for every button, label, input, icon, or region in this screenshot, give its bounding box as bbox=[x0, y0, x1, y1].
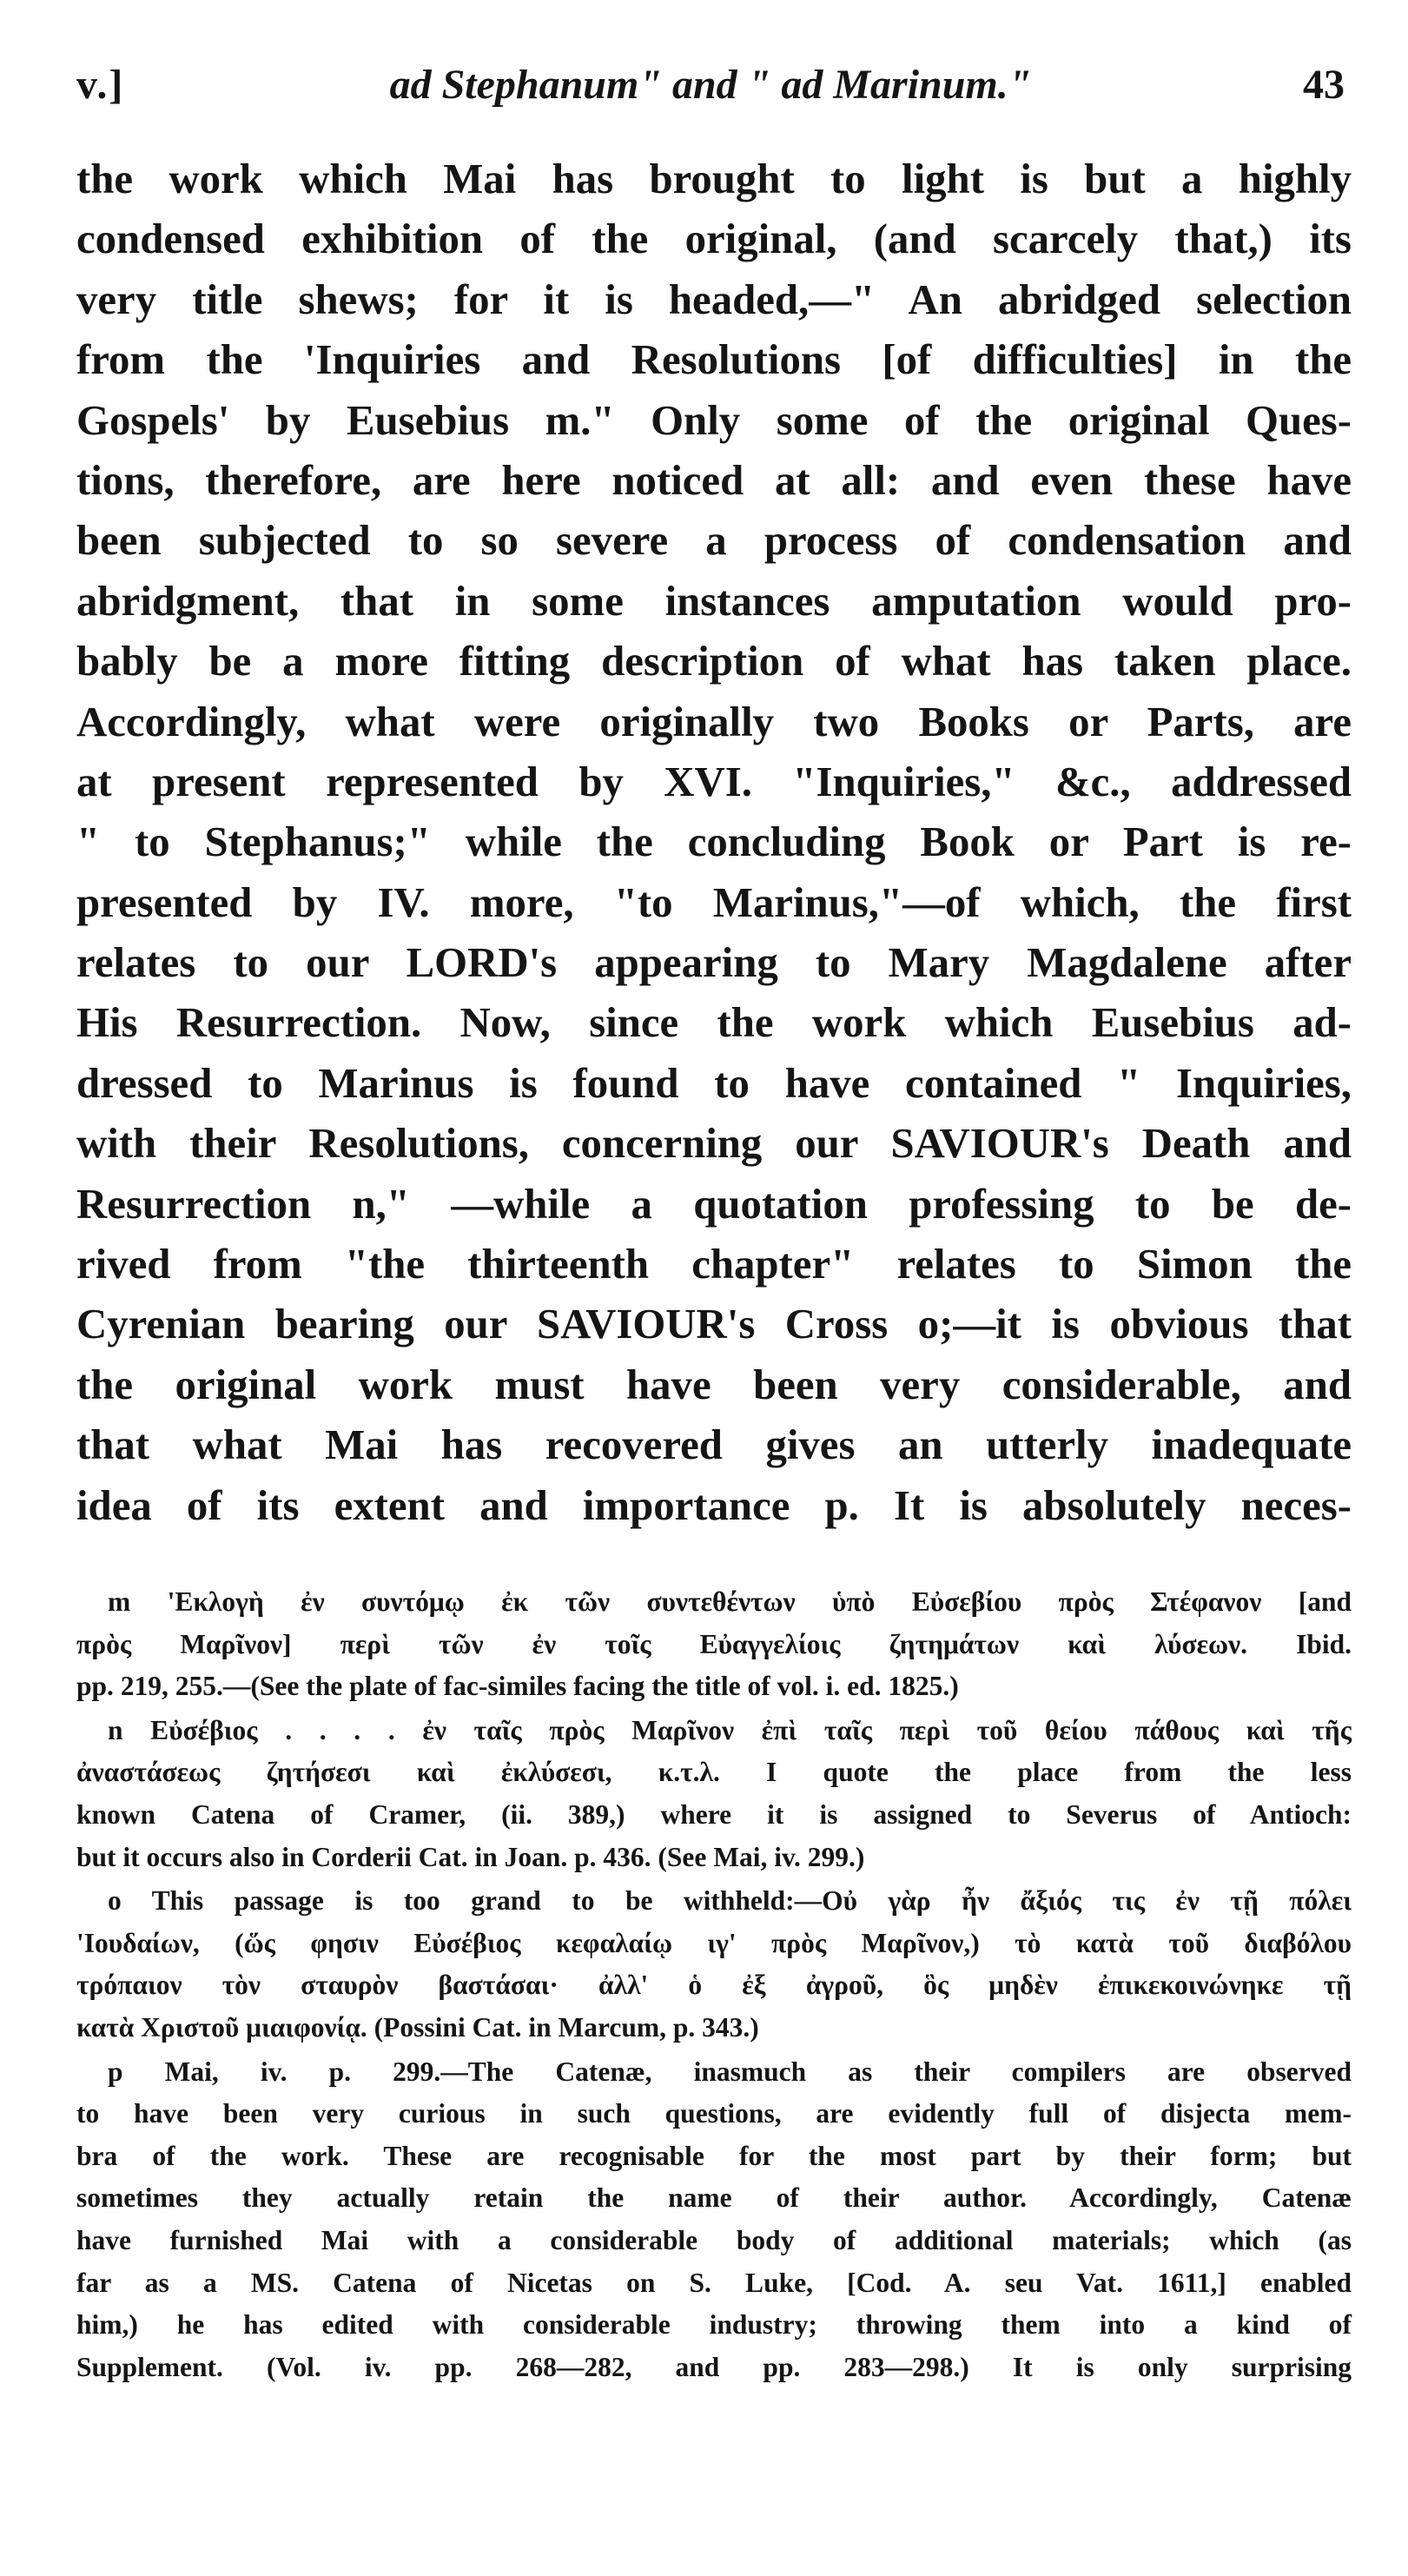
footnote-line: sometimes they actually retain the name of their author. Accordingly, Catenæ bbox=[76, 2182, 1352, 2214]
text-line: presented by IV. more, "to Marinus,"—of which, the first bbox=[76, 878, 1352, 926]
text-line: relates to our LORD's appearing to Mary Magdalene after bbox=[76, 939, 1352, 987]
text-line: abridgment, that in some instances amputation would pro- bbox=[76, 577, 1352, 625]
running-header bbox=[76, 61, 1345, 122]
text-line: His Resurrection. Now, since the work which Eusebius ad- bbox=[76, 999, 1352, 1047]
footnote-line: Supplement. (Vol. iv. pp. 268—282, and pp. 283—298.) It is only surprising bbox=[76, 2351, 1352, 2382]
text-line: bably be a more fitting description of what has taken place. bbox=[76, 638, 1352, 685]
footnote-m bbox=[76, 1581, 1352, 1708]
footnote-p bbox=[76, 2051, 1352, 2389]
footnote-line: have furnished Mai with a considerable body of additional materials; which (as bbox=[76, 2224, 1352, 2255]
text-line: been subjected to so severe a process of condensation and bbox=[76, 517, 1352, 565]
footnote-line: far as a MS. Catena of Nicetas on S. Luke, [Cod. A. seu Vat. 1611,] enabled bbox=[76, 2267, 1352, 2298]
footnote-line: pp. 219, 255.—(See the plate of fac-similes facing the title of vol. i. ed. 1825.) bbox=[76, 1671, 959, 1702]
text-line: Gospels' by Eusebius m." Only some of the original Ques- bbox=[76, 396, 1352, 444]
text-line: idea of its extent and importance p. It is absolutely neces- bbox=[76, 1481, 1352, 1529]
main-text bbox=[76, 149, 1352, 1536]
footnote-line: 'Ιουδαίων, (ὥς φησιν Εὐσέβιος κεφαλαίῳ ιγ' πρὸς Μαρῖνον,) τὸ κατὰ τοῦ διαβόλου bbox=[76, 1927, 1352, 1958]
text-line: Cyrenian bearing our SAVIOUR's Cross o;—it is obvious that bbox=[76, 1301, 1352, 1348]
running-title: ad Stephanum" and " ad Marinum." bbox=[389, 62, 1032, 108]
text-line: dressed to Marinus is found to have contained " Inquiries, bbox=[76, 1059, 1352, 1107]
text-line: the work which Mai has brought to light is but a highly bbox=[76, 156, 1352, 202]
text-line: very title shews; for it is headed,—" An abridged selection bbox=[76, 275, 1352, 323]
footnote-line: κατὰ Χριστοῦ μιαιφονίᾳ. (Possini Cat. in Marcum, p. 343.) bbox=[76, 2011, 759, 2043]
text-line: rived from "the thirteenth chapter" relates to Simon the bbox=[76, 1241, 1352, 1288]
footnote-o bbox=[76, 1880, 1352, 2049]
text-line: the original work must have been very considerable, and bbox=[76, 1361, 1352, 1408]
text-line: with their Resolutions, concerning our SAVIOUR's Death and bbox=[76, 1120, 1352, 1168]
footnote-line: known Catena of Cramer, (ii. 389,) where it is assigned to Severus of Antioch: bbox=[76, 1798, 1352, 1830]
text-line: from the 'Inquiries and Resolutions [of difficulties] in the bbox=[76, 336, 1352, 384]
footnote-line: n Εὐσέβιος . . . . ἐν ταῖς πρὸς Μαρῖνον ἐπὶ ταῖς περὶ τοῦ θείου πάθους καὶ τῆς bbox=[108, 1714, 1352, 1745]
footnote-line: him,) he has edited with considerable industry; throwing them into a kind of bbox=[76, 2309, 1352, 2341]
text-line: " to Stephanus;" while the concluding Book or Part is re- bbox=[76, 818, 1352, 866]
footnote-line: to have been very curious in such questions, are evidently full of disjecta mem- bbox=[76, 2098, 1352, 2129]
footnote-line: τρόπαιον τὸν σταυρὸν βαστάσαι· ἀλλ' ὁ ἐξ ἀγροῦ, ὃς μηδὲν ἐπικεκοινώνηκε τῇ bbox=[76, 1970, 1352, 2001]
text-line: at present represented by XVI. "Inquiries," &c., addressed bbox=[76, 758, 1352, 805]
footnote-line: πρὸς Μαρῖνον] περὶ τῶν ἐν τοῖς Εὐαγγελίοις ζητημάτων καὶ λύσεων. Ibid. bbox=[76, 1628, 1352, 1659]
page-number: 43 bbox=[1303, 62, 1345, 108]
text-line: tions, therefore, are here noticed at all: and even these have bbox=[76, 456, 1352, 504]
footnote-n bbox=[76, 1710, 1352, 1878]
text-line: Accordingly, what were originally two Books or Parts, are bbox=[76, 698, 1352, 745]
text-line: condensed exhibition of the original, (and scarcely that,) its bbox=[76, 215, 1352, 263]
footnote-line: ἀναστάσεως ζητήσεσι καὶ ἐκλύσεσι, κ.τ.λ. I quote the place from the less bbox=[76, 1757, 1352, 1788]
text-line: Resurrection n," —while a quotation professing to be de- bbox=[76, 1180, 1352, 1228]
section-marker: v.] bbox=[76, 62, 125, 108]
footnote-line: but it occurs also in Corderii Cat. in Joan. p. 436. (See Mai, iv. 299.) bbox=[76, 1841, 865, 1872]
text-line: that what Mai has recovered gives an utterly inadequate bbox=[76, 1421, 1352, 1469]
footnote-line: p Mai, iv. p. 299.—The Catenæ, inasmuch as their compilers are observed bbox=[108, 2056, 1352, 2087]
footnotes bbox=[76, 1581, 1352, 2390]
footnote-line: m 'Εκλογὴ ἐν συντόμῳ ἐκ τῶν συντεθέντων ὑπὸ Εὐσεβίου πρὸς Στέφανον [and bbox=[108, 1586, 1352, 1617]
footnote-line: bra of the work. These are recognisable for the most part by their form; but bbox=[76, 2140, 1352, 2171]
footnote-line: o This passage is too grand to be withheld:—Οὐ γὰρ ἦν ἄξιός τις ἐν τῇ πόλει bbox=[108, 1885, 1352, 1917]
